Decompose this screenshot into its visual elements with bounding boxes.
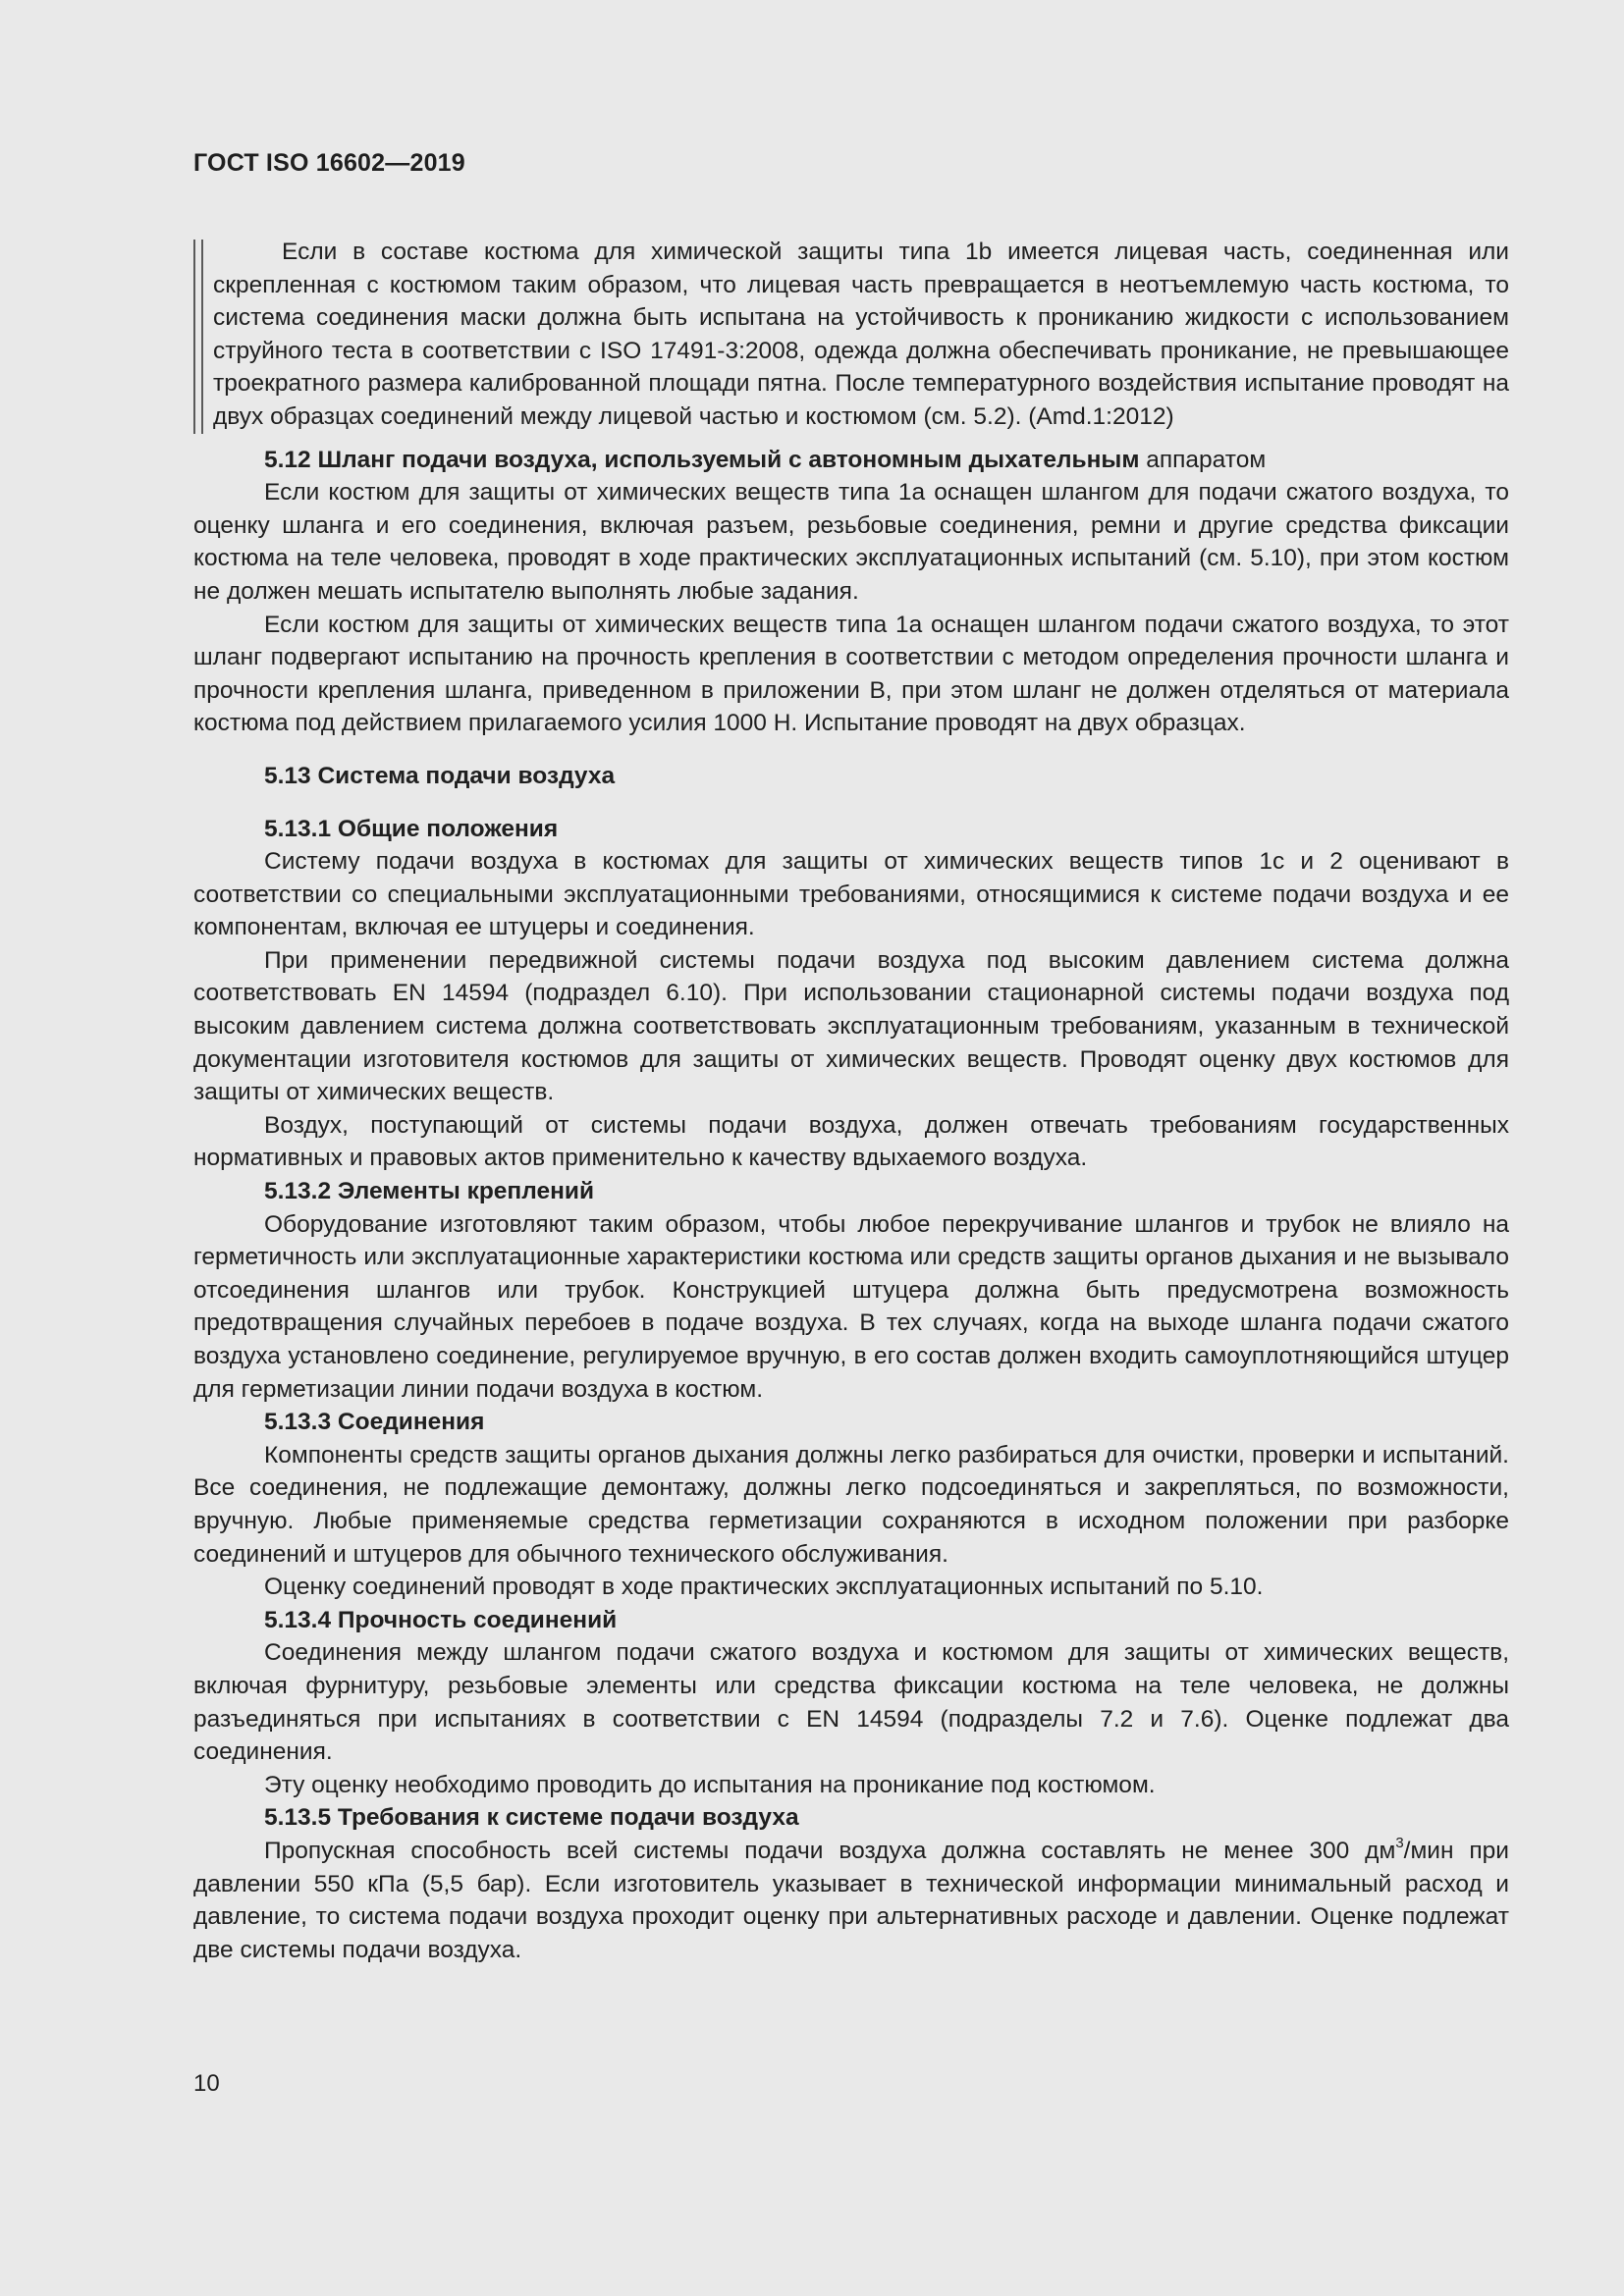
page-number: 10 — [193, 2070, 220, 2097]
section-5-13-2-title: 5.13.2 Элементы креплений — [264, 1178, 595, 1205]
section-5-13-4-paragraph-2: Эту оценку необходимо проводить до испытания на проникание под костюмом. — [264, 1771, 1156, 1798]
section-5-12-title-rest: аппаратом — [1139, 446, 1267, 473]
section-5-13-5-title: 5.13.5 Требования к системе подачи воздуха — [264, 1804, 799, 1832]
amendment-marker — [193, 240, 203, 434]
superscript-cubic: 3 — [1395, 1834, 1404, 1851]
section-5-13-3-paragraph-1: Компоненты средств защиты органов дыхания должны легко разбираться для очистки, проверки и испытаний. Все соединения, не подлежащие демонтажу, должны легко подсоединяться и закрепляться, по возможности, вручную. Любые применяемые средства герметизации сохраняются в исходном положении при разборке соединений и штуцеров для обычного технического обслуживания. — [193, 1441, 1509, 1568]
section-5-13-1-paragraph-1: Систему подачи воздуха в костюмах для защиты от химических веществ типов 1c и 2 оценивают в соответствии со специальными эксплуатационными требованиями, относящимися к системе подачи воздуха и ее компонентам, включая ее штуцеры и соединения. — [193, 848, 1509, 941]
section-5-13-3-paragraph-2: Оценку соединений проводят в ходе практических эксплуатационных испытаний по 5.10. — [264, 1574, 1264, 1601]
document-header: ГОСТ ISO 16602—2019 — [193, 149, 465, 177]
section-5-13-5-paragraph-1 — [193, 1835, 1509, 1966]
section-5-13-5-text-b: /мин при давлении 550 кПа (5,5 бар). Если изготовитель указывает в технической информации минимальный расход и давление, то система подачи воздуха проходит оценку при альтернативных расходе и давлении. Оценке подлежат две системы подачи воздуха. — [193, 1837, 1509, 1963]
section-5-13-1-title: 5.13.1 Общие положения — [264, 815, 559, 842]
section-5-13-5-text-a: Пропускная способность всей системы подачи воздуха должна составлять не менее 300 дм — [264, 1837, 1396, 1864]
section-5-12-title — [193, 444, 1509, 477]
section-5-13-1-paragraph-3: Воздух, поступающий от системы подачи воздуха, должен отвечать требованиям государственных нормативных и правовых актов применительно к качеству вдыхаемого воздуха. — [193, 1111, 1509, 1172]
section-5-13-4-paragraph-1: Соединения между шлангом подачи сжатого воздуха и костюмом для защиты от химических веществ, включая фурнитуру, резьбовые элементы или средства фиксации костюма на теле человека, не должны разъединяться при испытаниях в соответствии с EN 14594 (подразделы 7.2 и 7.6). Оценке подлежат два соединения. — [193, 1639, 1509, 1766]
section-5-12-paragraph-1: Если костюм для защиты от химических веществ типа 1a оснащен шлангом для подачи сжатого воздуха, то оценку шланга и его соединения, включая разъем, резьбовые соединения, ремни и другие средства фиксации костюма на теле человека, проводят в ходе практических эксплуатационных испытаний (см. 5.10), при этом костюм не должен мешать испытателю выполнять любые задания. — [193, 479, 1509, 605]
amendment-text: Если в составе костюма для химической защиты типа 1b имеется лицевая часть, соединенная или скрепленная с костюмом таким образом, что лицевая часть превращается в неотъемлемую часть костюма, то система соединения маски должна быть испытана на устойчивость к прониканию жидкости с использованием струйного теста в соответствии с ISO 17491-3:2008, одежда должна обеспечивать проникание, не превышающее троекратного размера калиброванной площади пятна. После температурного воздействия испытание проводят на двух образцах соединений между лицевой частью и костюмом (см. 5.2). (Amd.1:2012) — [213, 239, 1509, 430]
section-5-13-1-paragraph-2: При применении передвижной системы подачи воздуха под высоким давлением система должна соответствовать EN 14594 (подраздел 6.10). При использовании стационарной системы подачи воздуха под высоким давлением система должна соответствовать эксплуатационным требованиям, указанным в технической документации изготовителя костюмов для защиты от химических веществ. Проводят оценку двух костюмов для защиты от химических веществ. — [193, 946, 1509, 1106]
section-5-12-title-bold: 5.12 Шланг подачи воздуха, используемый с автономным дыхательным — [264, 446, 1140, 473]
amendment-block — [193, 236, 1509, 434]
section-5-12-paragraph-2: Если костюм для защиты от химических веществ типа 1a оснащен шлангом подачи сжатого воздуха, то этот шланг подвергают испытанию на прочность крепления в соответствии с методом определения прочности шланга и прочности крепления шланга, приведенном в приложении В, при этом шланг не должен отделяться от материала костюма под действием прилагаемого усилия 1000 Н. Испытание проводят на двух образцах. — [193, 611, 1509, 737]
section-5-13-title: 5.13 Система подачи воздуха — [264, 762, 616, 789]
section-5-13-2-paragraph-1: Оборудование изготовляют таким образом, чтобы любое перекручивание шлангов и трубок не влияло на герметичность или эксплуатационные характеристики костюма или средств защиты органов дыхания и не вызывало отсоединения шлангов или трубок. Конструкцией штуцера должна быть предусмотрена возможность предотвращения случайных перебоев в подаче воздуха. В тех случаях, когда на выходе шланга подачи сжатого воздуха установлено соединение, регулируемое вручную, в его состав должен входить самоуплотняющийся штуцер для герметизации линии подачи воздуха в костюм. — [193, 1210, 1509, 1403]
document-body — [193, 236, 1509, 1966]
section-5-13-4-title: 5.13.4 Прочность соединений — [264, 1606, 618, 1633]
section-5-13-3-title: 5.13.3 Соединения — [264, 1409, 485, 1436]
